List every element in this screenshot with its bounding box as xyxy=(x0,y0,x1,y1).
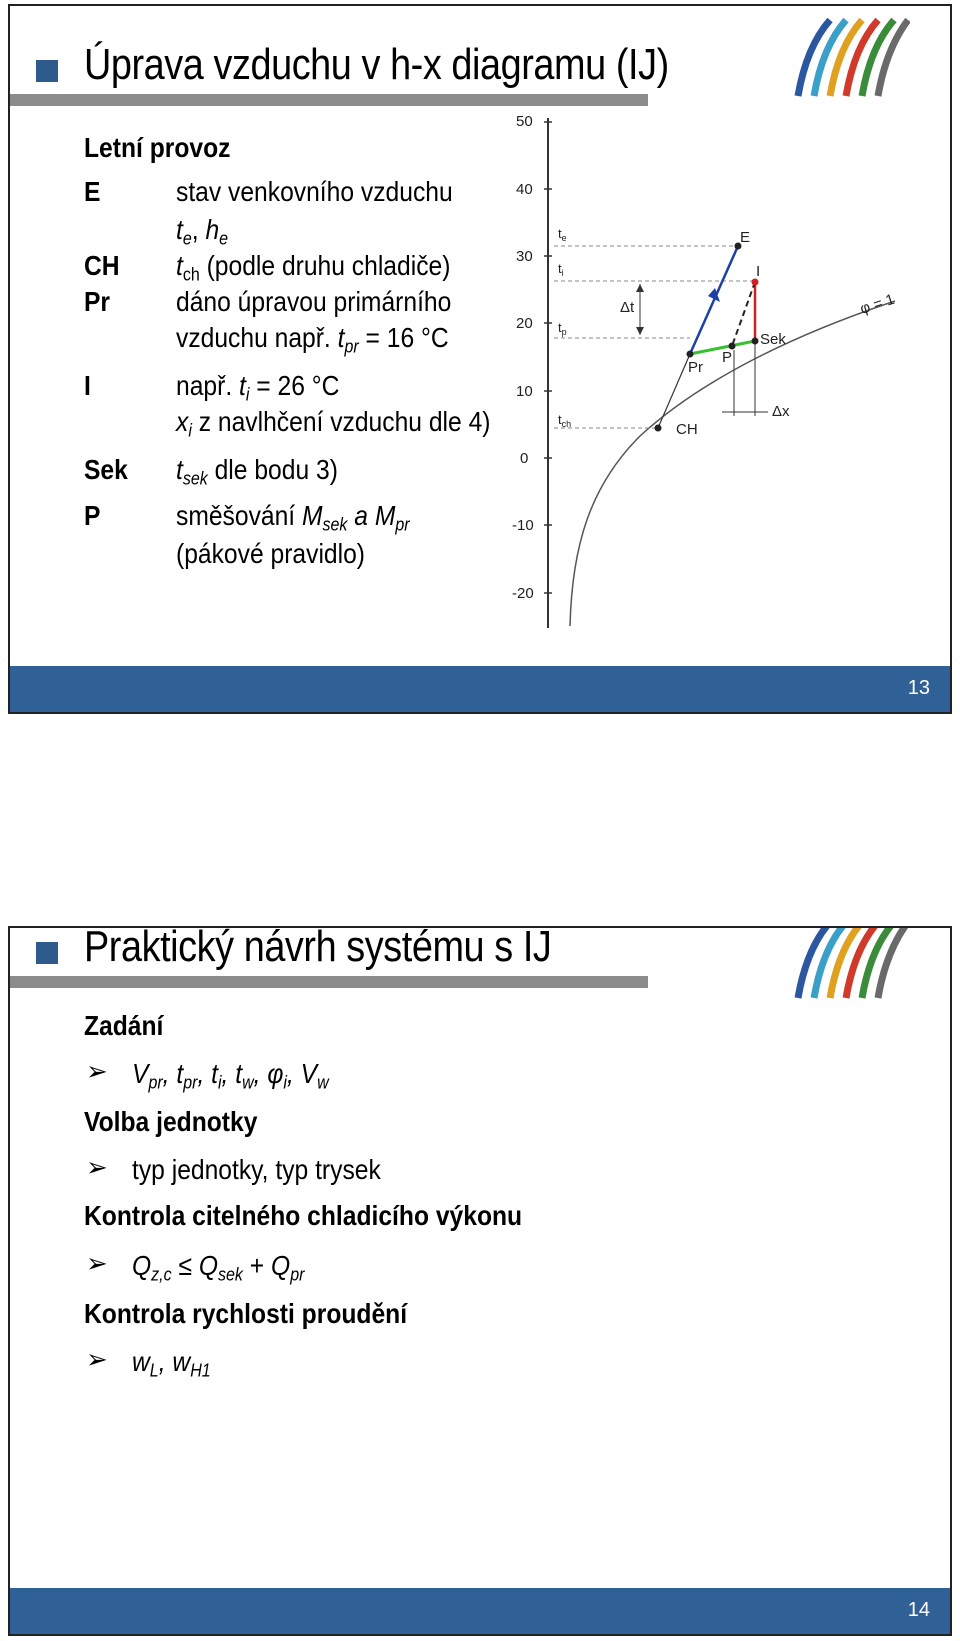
label-pr: Pr xyxy=(688,359,703,376)
desc-te-he: $t_e$, $h_e$ xyxy=(176,214,229,249)
desc-sek: $t_{sek}$ dle bodu 3) xyxy=(176,454,338,489)
slide-title: Praktický návrh systému s IJ xyxy=(84,926,552,971)
key-pr: Pr xyxy=(84,286,111,317)
svg-text:tch: $t_{ch}$ xyxy=(558,412,572,429)
y-axis-ticks xyxy=(512,113,534,602)
square-bullet-icon xyxy=(36,60,58,82)
key-i: I xyxy=(84,370,91,401)
y-tick: 10 xyxy=(516,383,533,400)
key-sek: Sek xyxy=(84,454,128,485)
desc-pr-2: vzduchu např. $t_{pr} = 16$ °C xyxy=(176,322,449,357)
arrowhead-bullet-icon: ➢ xyxy=(86,1056,108,1086)
page-number: 13 xyxy=(907,677,930,699)
label-ch: CH xyxy=(676,421,698,438)
label-phi: φ = 1 xyxy=(857,290,897,318)
slide-footer xyxy=(10,666,950,712)
item-zadani: $V_{pr}$, $t_{pr}$, $t_i$, $t_w$, $\varphi_i$, $V_w$ xyxy=(132,1058,329,1093)
item-kontrola-vykonu: $Q_{z,c} \le Q_{sek} + Q_{pr}$ xyxy=(132,1250,305,1285)
line-i-p xyxy=(732,282,755,346)
hx-diagram xyxy=(510,106,910,636)
y-tick: 30 xyxy=(516,248,533,265)
slide-footer xyxy=(10,1588,950,1634)
section-heading: Letní provoz xyxy=(84,132,231,163)
desc-p-2: (pákové pravidlo) xyxy=(176,538,366,569)
desc-e: stav venkovního vzduchu xyxy=(176,176,453,207)
label-sek: Sek xyxy=(760,331,786,348)
arrowhead-bullet-icon: ➢ xyxy=(86,1248,108,1278)
title-underline xyxy=(10,976,648,988)
desc-p-1: směšování $M_{sek}$ a $M_{pr}$ xyxy=(176,500,410,535)
heading-volba: Volba jednotky xyxy=(84,1106,258,1137)
y-tick: -10 xyxy=(512,517,534,534)
y-tick: 40 xyxy=(516,181,533,198)
point-ch xyxy=(655,425,662,432)
svg-text:te: $t_e$ xyxy=(558,226,567,243)
heading-kontrola-vykonu: Kontrola citelného chladicího výkonu xyxy=(84,1200,523,1231)
y-tick: 50 xyxy=(516,113,533,130)
item-volba: typ jednotky, typ trysek xyxy=(132,1154,381,1185)
label-i: I xyxy=(756,263,761,280)
key-p: P xyxy=(84,500,101,531)
arrowhead-bullet-icon: ➢ xyxy=(86,1344,108,1374)
heading-zadani: Zadání xyxy=(84,1010,164,1041)
item-kontrola-rychlosti: $w_L$, $w_{H1}$ xyxy=(132,1346,211,1381)
logo-stripes-icon xyxy=(790,926,910,1000)
heading-kontrola-rychlosti: Kontrola rychlosti proudění xyxy=(84,1298,408,1329)
square-bullet-icon xyxy=(36,942,58,964)
key-e: E xyxy=(84,176,101,207)
slide-13 xyxy=(8,4,952,714)
y-tick: -20 xyxy=(512,585,534,602)
title-underline xyxy=(10,94,648,106)
label-p: P xyxy=(722,349,733,366)
page-number: 14 xyxy=(907,1599,930,1621)
line-pr-ch xyxy=(658,354,690,428)
desc-i-1: např. $t_i = 26$ °C xyxy=(176,370,340,405)
point-pr xyxy=(687,351,694,358)
line-e-pr xyxy=(690,246,738,354)
saturation-curve xyxy=(570,301,895,626)
slide-14 xyxy=(8,926,952,1636)
delta-x-label: Δx xyxy=(772,403,790,420)
delta-t-label: Δt xyxy=(620,299,635,316)
y-tick: 20 xyxy=(516,315,533,332)
desc-i-2: $x_i$ z navlhčení vzduchu dle 4) xyxy=(176,406,491,441)
point-sek xyxy=(752,338,759,345)
label-e: E xyxy=(740,229,751,246)
y-tick: 0 xyxy=(520,450,529,467)
svg-text:ti: $t_i$ xyxy=(558,261,564,278)
logo-stripes-icon xyxy=(790,16,910,98)
slide-title: Úprava vzduchu v h-x diagramu (IJ) xyxy=(84,40,669,89)
svg-text:tp: $t_p$ xyxy=(558,320,567,337)
key-ch: CH xyxy=(84,250,120,281)
desc-ch: $t_{ch}$ (podle druhu chladiče) xyxy=(176,250,451,285)
arrowhead-bullet-icon: ➢ xyxy=(86,1152,108,1182)
desc-pr-1: dáno úpravou primárního xyxy=(176,286,452,317)
